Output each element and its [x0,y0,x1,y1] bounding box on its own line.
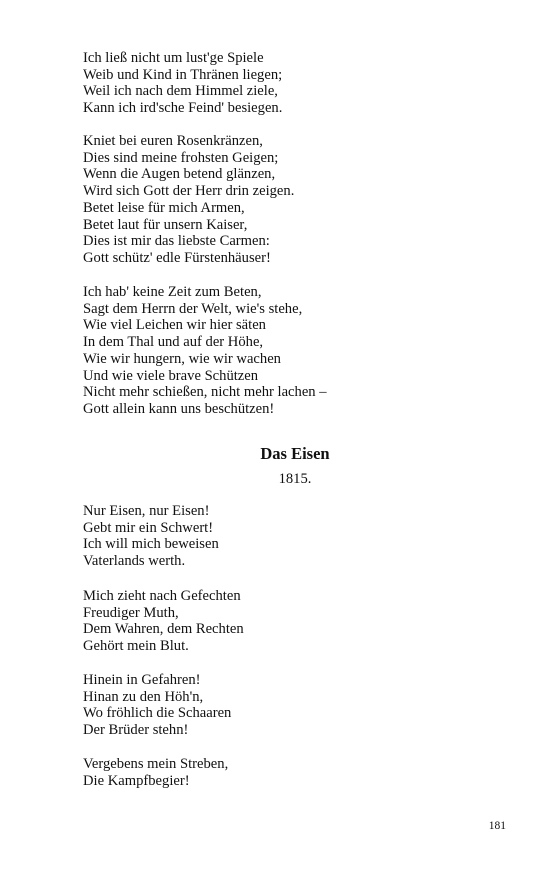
verse-line: Hinan zu den Höh'n, [83,688,204,705]
stanza [83,756,228,789]
verse-line: Gebt mir ein Schwert! [83,519,214,536]
verse-line: Und wie viele brave Schützen [83,367,259,384]
poem-continuation [83,50,282,117]
poem-body [83,756,228,789]
verse-line: Kniet bei euren Rosenkränzen, [83,133,263,149]
poem-body [83,503,219,570]
verse-line: Weib und Kind in Thränen liegen; [83,66,283,83]
verse-line: Die Kampfbegier! [83,772,190,789]
verse-line: Der Brüder stehn! [83,722,189,739]
stanza [83,133,294,267]
verse-line: Dem Wahren, dem Rechten [83,621,244,638]
verse-line: Wie wir hungern, wie wir wachen [83,350,281,367]
verse-line: Wenn die Augen betend glänzen, [83,166,276,183]
verse-line: Mich zieht nach Gefechten [83,588,241,604]
stanza [83,503,219,570]
verse-line: Hinein in Gefahren! [83,672,201,688]
verse-line: Nur Eisen, nur Eisen! [83,503,210,519]
stanza [83,284,327,418]
stanza [83,672,231,739]
verse-line: Nicht mehr schießen, nicht mehr lachen – [83,384,327,401]
poem-continuation [83,133,294,267]
verse-line: Gehört mein Blut. [83,638,189,655]
verse-line: Wo fröhlich die Schaaren [83,705,232,722]
stanza [83,588,244,655]
verse-line: Weil ich nach dem Himmel ziele, [83,83,278,100]
verse-line: Gott allein kann uns beschützen! [83,400,275,417]
poem-body [83,588,244,655]
verse-line: Wie viel Leichen wir hier säten [83,317,266,334]
verse-line: Vaterlands werth. [83,553,186,570]
verse-line: Sagt dem Herrn der Welt, wie's stehe, [83,300,303,317]
page-number: 181 [488,820,506,832]
poem-continuation [83,284,327,418]
poem-body [83,672,231,739]
verse-line: Ich hab' keine Zeit zum Beten, [83,284,262,300]
poem-title: Das Eisen [260,444,330,463]
verse-line: Gott schütz' edle Fürstenhäuser! [83,249,271,266]
verse-line: Ich ließ nicht um lust'ge Spiele [83,50,264,66]
verse-line: Wird sich Gott der Herr drin zeigen. [83,183,295,200]
verse-line: In dem Thal und auf der Höhe, [83,334,264,351]
verse-line: Betet laut für unsern Kaiser, [83,216,248,233]
verse-line: Betet leise für mich Armen, [83,199,245,216]
verse-line: Kann ich ird'sche Feind' besiegen. [83,100,283,117]
stanza [83,50,282,117]
verse-line: Ich will mich beweisen [83,536,219,553]
verse-line: Vergebens mein Streben, [83,756,229,772]
verse-line: Dies ist mir das liebste Carmen: [83,233,270,250]
verse-line: Freudiger Muth, [83,604,179,621]
poem-year: 1815. [278,471,312,487]
verse-line: Dies sind meine frohsten Geigen; [83,149,279,166]
